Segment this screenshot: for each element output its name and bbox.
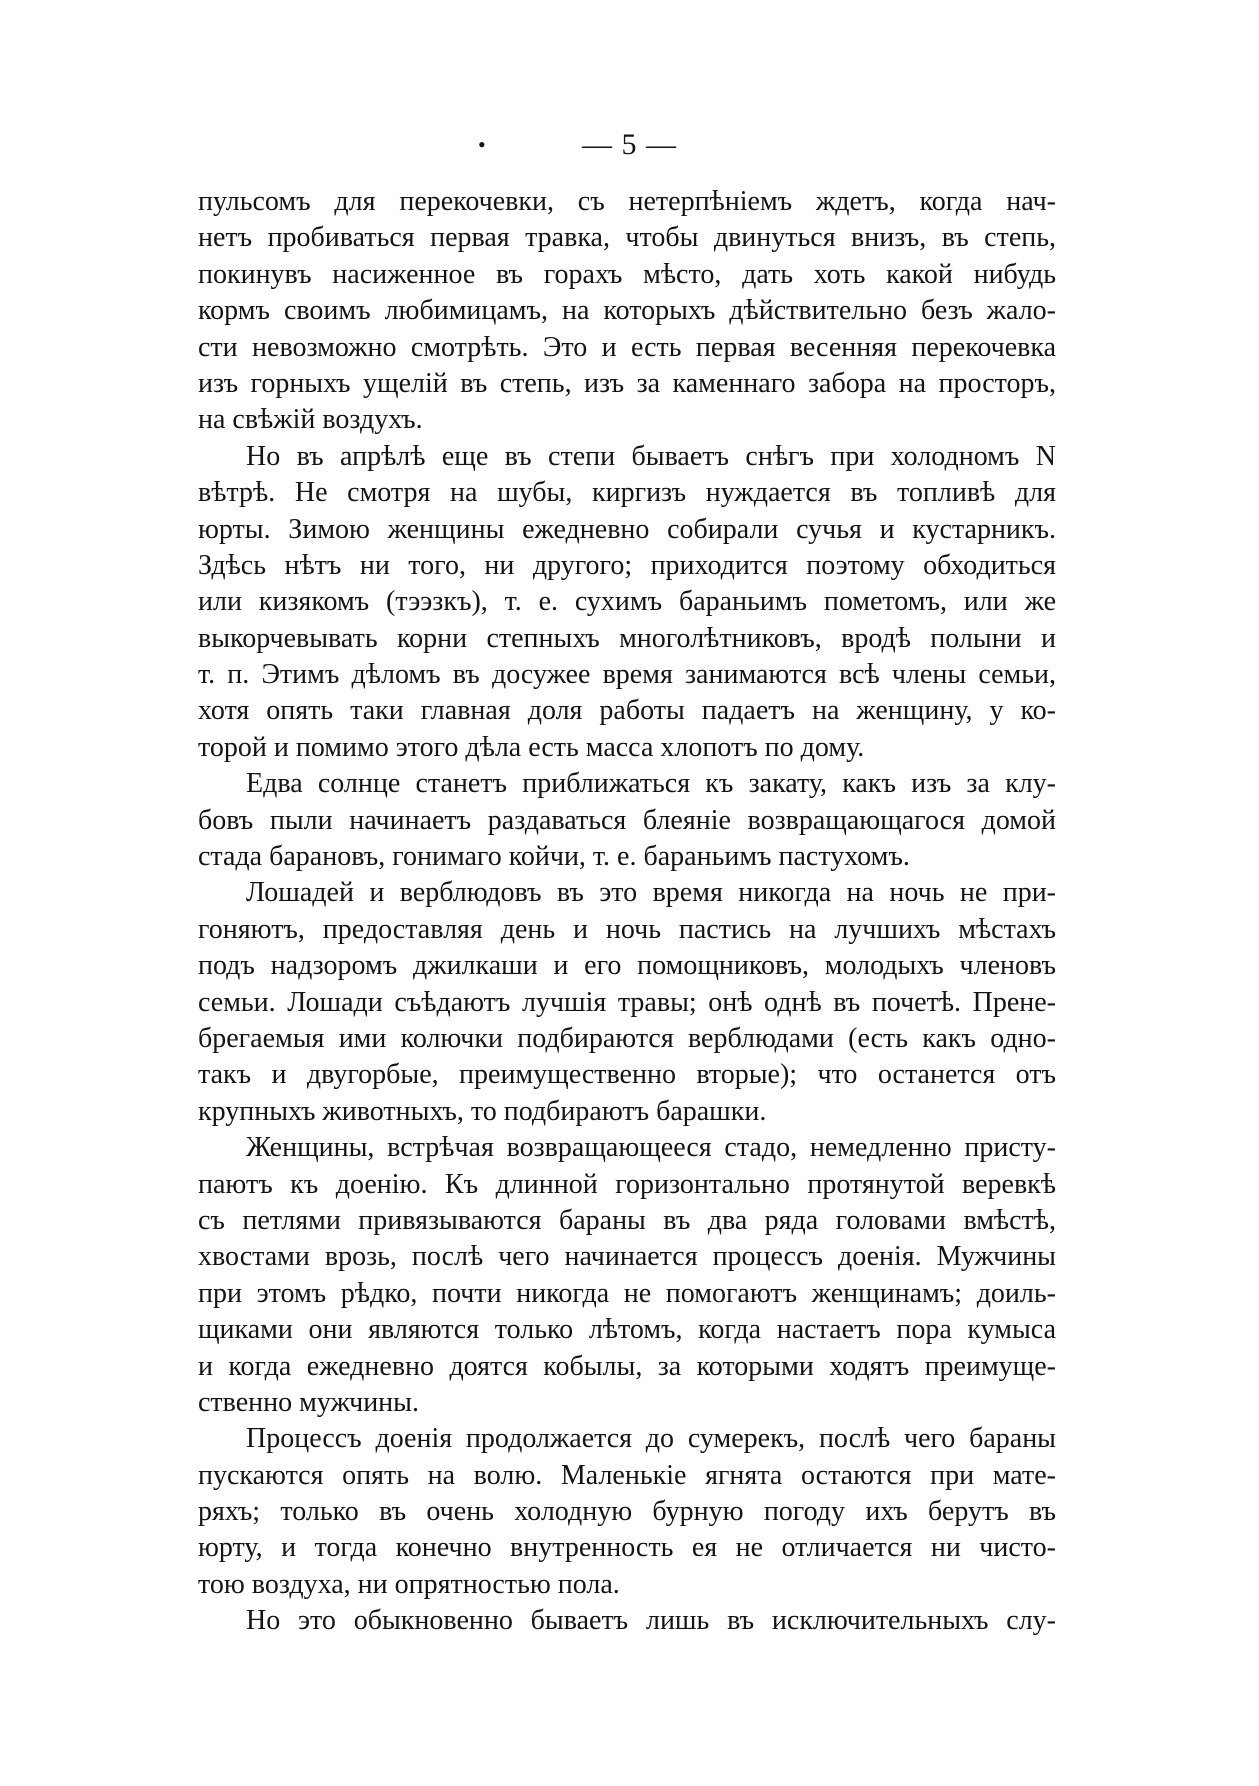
text-line: кормъ своимъ любимицамъ, на которыхъ дѣйствительно безъ жало-: [198, 295, 1056, 327]
text-line: Но въ апрѣлѣ еще въ степи бываетъ снѣгъ при холодномъ N: [246, 440, 1056, 472]
text-line: на свѣжій воздухъ.: [198, 404, 423, 436]
text-line: подъ надзоромъ джилкаши и его помощниковъ, молодыхъ членовъ: [198, 950, 1056, 982]
text-line: Процессъ доенія продолжается до сумерекъ, послѣ чего бараны: [246, 1423, 1056, 1455]
text-line: сти невозможно смотрѣть. Это и есть первая весенняя перекочевка: [198, 331, 1056, 363]
text-line: семьи. Лошади съѣдаютъ лучшія травы; онѣ однѣ въ почетѣ. Прене-: [198, 986, 1056, 1018]
text-line: юрты. Зимою женщины ежедневно собирали сучья и кустарникъ.: [198, 513, 1056, 545]
body-text: [198, 184, 1056, 1640]
text-line: и когда ежедневно доятся кобылы, за которыми ходятъ преимуще-: [198, 1350, 1056, 1382]
text-line: юрту, и тогда конечно внутренность ея не отличается ни чисто-: [198, 1532, 1056, 1564]
text-line: при этомъ рѣдко, почти никогда не помогаютъ женщинамъ; доиль-: [198, 1277, 1056, 1309]
text-line: выкорчевывать корни степныхъ многолѣтниковъ, вродѣ полыни и: [198, 622, 1056, 654]
text-line: т. п. Этимъ дѣломъ въ досужее время занимаются всѣ члены семьи,: [198, 659, 1056, 691]
text-line: Но это обыкновенно бываетъ лишь въ исключительныхъ слу-: [246, 1605, 1056, 1637]
text-line: Лошадей и верблюдовъ въ это время никогда на ночь не при-: [246, 877, 1056, 909]
text-line: хвостами врозь, послѣ чего начинается процессъ доенія. Мужчины: [198, 1241, 1056, 1273]
text-line: изъ горныхъ ущелій въ степь, изъ за каменнаго забора на просторъ,: [198, 367, 1056, 399]
text-line: торой и помимо этого дѣла есть масса хлопотъ по дому.: [198, 731, 865, 763]
text-line: брегаемыя ими колючки подбираются верблюдами (есть какъ одно-: [198, 1022, 1056, 1054]
text-line: пускаются опять на волю. Маленькіе ягнята остаются при мате-: [198, 1459, 1056, 1491]
text-line: такъ и двугорбые, преимущественно вторые); что останется отъ: [198, 1059, 1056, 1091]
text-line: или кизякомъ (тээзкъ), т. е. сухимъ бараньимъ пометомъ, или же: [198, 586, 1056, 618]
text-line: вѣтрѣ. Не смотря на шубы, киргизъ нуждается въ топливѣ для: [198, 477, 1056, 509]
page-number: — 5 —: [582, 128, 677, 161]
page-header: [0, 128, 1259, 162]
stray-mark: •: [478, 132, 487, 157]
text-line: Женщины, встрѣчая возвращающееся стадо, немедленно присту-: [246, 1132, 1056, 1164]
text-line: Едва солнце станетъ приближаться къ закату, какъ изъ за клу-: [246, 768, 1056, 800]
text-line: пульсомъ для перекочевки, съ нетерпѣніемъ ждетъ, когда нач-: [198, 186, 1056, 217]
text-line: ряхъ; только въ очень холодную бурную погоду ихъ берутъ въ: [198, 1496, 1056, 1528]
text-line: тою воздуха, ни опрятностью пола.: [198, 1568, 620, 1600]
text-line: Здѣсь нѣтъ ни того, ни другого; приходится поэтому обходиться: [198, 549, 1056, 581]
text-line: стада барановъ, гонимаго койчи, т. е. бараньимъ пастухомъ.: [198, 841, 910, 873]
text-line: покинувъ насиженное въ горахъ мѣсто, дать хоть какой нибудь: [198, 258, 1056, 290]
text-line: паютъ къ доенію. Къ длинной горизонтально протянутой веревкѣ: [198, 1168, 1056, 1200]
text-line: гоняютъ, предоставляя день и ночь пастись на лучшихъ мѣстахъ: [198, 913, 1056, 945]
text-line: съ петлями привязываются бараны въ два ряда головами вмѣстѣ,: [198, 1204, 1056, 1236]
text-line: хотя опять таки главная доля работы падаетъ на женщину, у ко-: [198, 695, 1056, 727]
text-line: крупныхъ животныхъ, то подбираютъ барашки.: [198, 1095, 767, 1127]
text-line: бовъ пыли начинаетъ раздаваться блеяніе возвращающагося домой: [198, 804, 1056, 836]
text-line: нетъ пробиваться первая травка, чтобы двинуться внизъ, въ степь,: [198, 222, 1056, 254]
text-line: щиками они являются только лѣтомъ, когда настаетъ пора кумыса: [198, 1314, 1056, 1346]
text-line: ственно мужчины.: [198, 1386, 419, 1418]
